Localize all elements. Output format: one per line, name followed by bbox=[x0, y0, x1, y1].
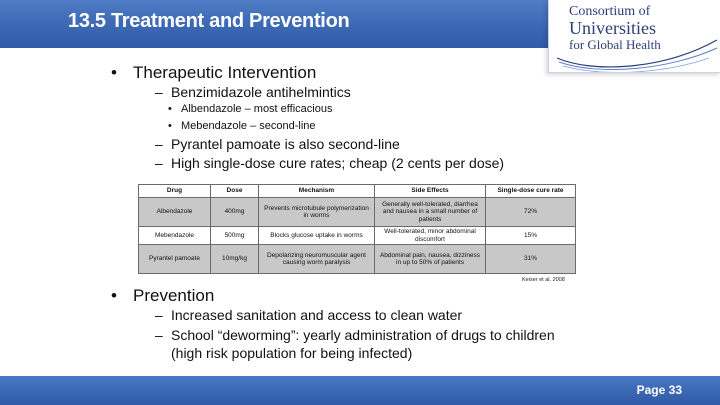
table-cell: Mebendazole bbox=[139, 227, 211, 245]
bullet-prevention bbox=[111, 286, 215, 306]
bullet-pyrantel bbox=[155, 136, 400, 152]
table-header-cell: Drug bbox=[139, 185, 211, 198]
table-header-cell: Mechanism bbox=[259, 185, 375, 198]
table-cell: 10mg/kg bbox=[211, 245, 259, 274]
table-header-cell: Single-dose cure rate bbox=[486, 185, 576, 198]
bullet-dash-icon: – bbox=[155, 136, 163, 152]
logo-line-1: Consortium of bbox=[569, 4, 651, 19]
bullet-albendazole bbox=[168, 103, 333, 115]
table-cell: Prevents microtubule polymerization in worms bbox=[259, 198, 375, 227]
table-cell: Generally well-tolerated, diarrhea and nausea in a small number of patients bbox=[375, 198, 486, 227]
bullet-text: Pyrantel pamoate is also second-line bbox=[171, 136, 400, 152]
bullet-sanitation bbox=[155, 307, 463, 323]
bullet-deworming bbox=[155, 327, 555, 343]
bullet-dot-icon: • bbox=[168, 103, 172, 115]
bullet-dot-icon: • bbox=[111, 63, 117, 82]
bullet-benzimidazole bbox=[155, 84, 351, 100]
bullet-mebendazole bbox=[168, 120, 316, 132]
bullet-text: School “deworming”: yearly administration of drugs to children bbox=[171, 327, 555, 343]
bullet-dot-icon: • bbox=[168, 120, 172, 132]
logo-line-2: Universities bbox=[569, 18, 656, 38]
bullet-text: Mebendazole – second-line bbox=[181, 120, 316, 132]
bullet-dash-icon: – bbox=[155, 84, 163, 100]
table-cell: Well-tolerated, minor abdominal discomfort bbox=[375, 227, 486, 245]
bullet-text: Increased sanitation and access to clean water bbox=[171, 307, 463, 323]
drug-comparison-table bbox=[138, 184, 576, 274]
bullet-text: High single-dose cure rates; cheap (2 cents per dose) bbox=[171, 155, 505, 171]
table-cell: 15% bbox=[486, 227, 576, 245]
logo-line-3: for Global Health bbox=[569, 37, 661, 52]
table-cell: Abdominal pain, nausea, dizziness in up to 50% of patients bbox=[375, 245, 486, 274]
bullet-dot-icon: • bbox=[111, 286, 117, 305]
bullet-dash-icon: – bbox=[155, 155, 163, 171]
table-cell: Depolarizing neuromuscular agent causing worm paralysis bbox=[259, 245, 375, 274]
table-cell: Albendazole bbox=[139, 198, 211, 227]
bullet-text: (high risk population for being infected) bbox=[171, 345, 413, 361]
table-cell: Blocks glucose uptake in worms bbox=[259, 227, 375, 245]
table-header-cell: Dose bbox=[211, 185, 259, 198]
slide-title: 13.5 Treatment and Prevention bbox=[68, 10, 350, 32]
table-header-row bbox=[139, 185, 576, 198]
bullet-text: Albendazole – most efficacious bbox=[181, 103, 333, 115]
bullet-dash-icon: – bbox=[155, 327, 163, 343]
bullet-deworming-cont bbox=[171, 345, 412, 361]
bullet-text: Therapeutic Intervention bbox=[133, 63, 317, 82]
page-number: Page 33 bbox=[636, 383, 682, 397]
table-header-cell: Side Effects bbox=[375, 185, 486, 198]
bullet-text: Prevention bbox=[133, 286, 215, 305]
table-cell: 31% bbox=[486, 245, 576, 274]
table-cell: 72% bbox=[486, 198, 576, 227]
table-cell: 400mg bbox=[211, 198, 259, 227]
bullet-cure-rates bbox=[155, 155, 505, 171]
table-row bbox=[139, 198, 576, 227]
bullet-therapeutic bbox=[111, 63, 317, 83]
footer-bar bbox=[0, 376, 720, 405]
table-citation: Keiser et al. 2008 bbox=[522, 277, 565, 283]
bullet-dash-icon: – bbox=[155, 307, 163, 323]
table-row bbox=[139, 227, 576, 245]
bullet-text: Benzimidazole antihelmintics bbox=[171, 84, 351, 100]
table-cell: Pyrantel pamoate bbox=[139, 245, 211, 274]
table-row bbox=[139, 245, 576, 274]
table-cell: 500mg bbox=[211, 227, 259, 245]
